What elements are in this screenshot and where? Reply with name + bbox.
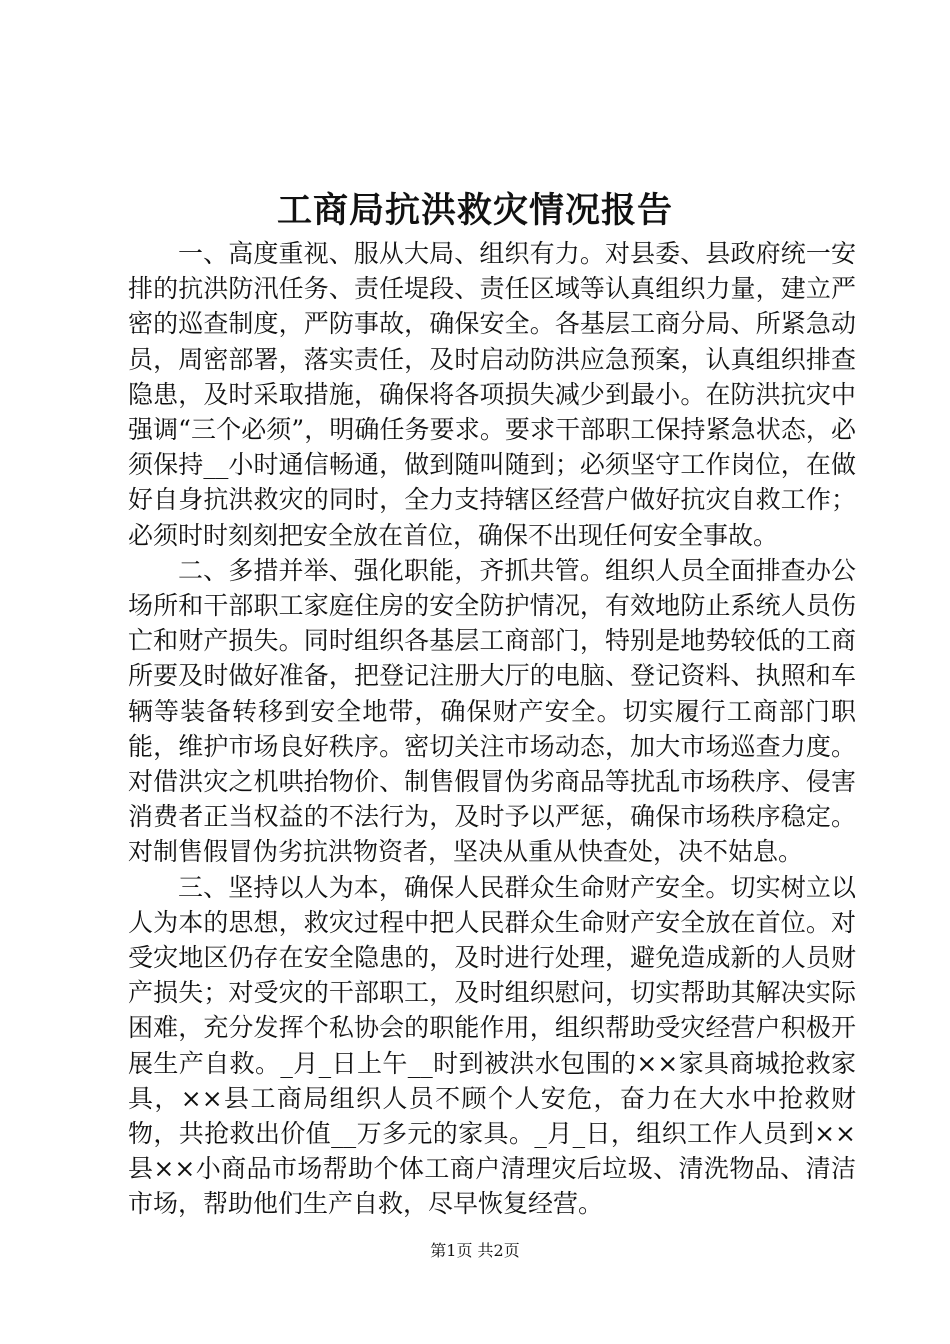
document-body — [128, 236, 856, 1222]
page-number-footer: 第1页 共2页 — [430, 1241, 520, 1260]
paragraph-1: 一、高度重视、服从大局、组织有力。对县委、县政府统一安排的抗洪防汛任务、责任堤段、责任区域等认真组织力量，建立严密的巡查制度，严防事故，确保安全。各基层工商分局、所紧急动员，周密部署，落实责任，及时启动防洪应急预案，认真组织排查隐患，及时采取措施，确保将各项损失减少到最小。在防洪抗灾中强调“三个必须”，明确任务要求。要求干部职工保持紧急状态，必须保持__小时通信畅通，做到随叫随到；必须坚守工作岗位，在做好自身抗洪救灾的同时，全力支持辖区经营户做好抗灾自救工作；必须时时刻刻把安全放在首位，确保不出现任何安全事故。 — [128, 239, 856, 550]
paragraph-2: 二、多措并举、强化职能，齐抓共管。组织人员全面排查办公场所和干部职工家庭住房的安全防护情况，有效地防止系统人员伤亡和财产损失。同时组织各基层工商部门，特别是地势较低的工商所要及时做好准备，把登记注册大厅的电脑、登记资料、执照和车辆等装备转移到安全地带，确保财产安全。切实履行工商部门职能，维护市场良好秩序。密切关注市场动态，加大市场巡查力度。对借洪灾之机哄抬物价、制售假冒伪劣商品等扰乱市场秩序、侵害消费者正当权益的不法行为，及时予以严惩，确保市场秩序稳定。对制售假冒伪劣抗洪物资者，坚决从重从快查处，决不姑息。 — [128, 555, 856, 867]
document-title: 工商局抗洪救灾情况报告 — [276, 190, 673, 231]
paragraph-3: 三、坚持以人为本，确保人民群众生命财产安全。切实树立以人为本的思想，救灾过程中把人民群众生命财产安全放在首位。对受灾地区仍存在安全隐患的，及时进行处理，避免造成新的人员财产损失；对受灾的干部职工，及时组织慰问，切实帮助其解决实际困难，充分发挥个私协会的职能作用，组织帮助受灾经营户积极开展生产自救。_月_日上午__时到被洪水包围的××家具商城抢救家具，××县工商局组织人员不顾个人安危，奋力在大水中抢救财物，共抢救出价值__万多元的家具。_月_日，组织工作人员到××县××小商品市场帮助个体工商户清理灾后垃圾、清洗物品、清洁市场，帮助他们生产自救，尽早恢复经营。 — [128, 872, 856, 1219]
